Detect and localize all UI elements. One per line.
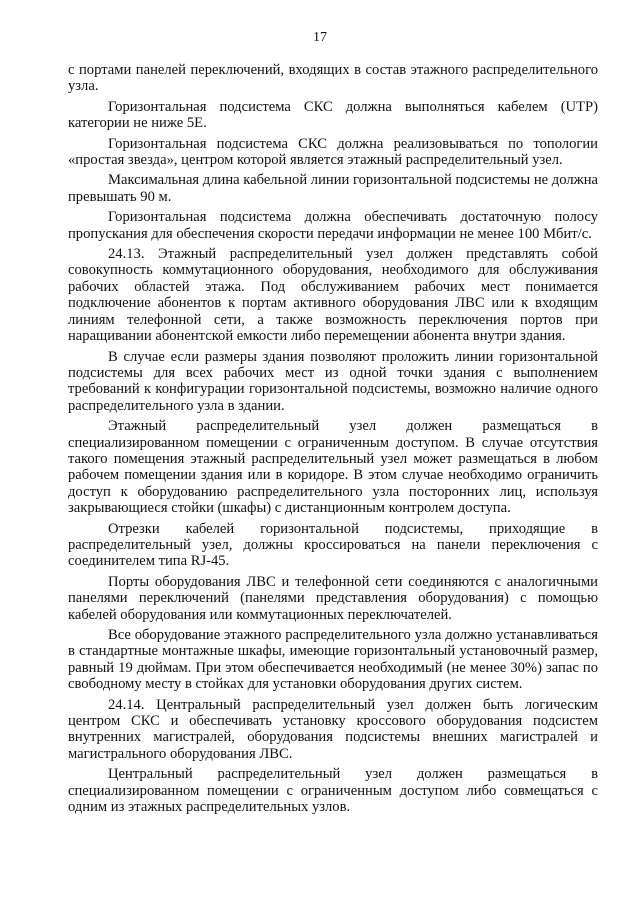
paragraph-9: Отрезки кабелей горизонтальной подсистемы, приходящие в распределительный узел, должны кроссироваться на панели переключения с соединителем типа RJ-45.	[68, 520, 598, 570]
paragraph-2: Горизонтальная подсистема СКС должна выполняться кабелем (UTP) категории не ниже 5Е.	[68, 98, 598, 132]
paragraph-1: с портами панелей переключений, входящих в состав этажного распределительного узла.	[68, 62, 598, 95]
paragraph-7: В случае если размеры здания позволяют проложить линии горизонтальной подсистемы для всех рабочих мест из одной точки здания с выполнением требований к конфигурации горизонтальной подсистемы, возможно наличие одного распределительного узла в здании.	[68, 348, 598, 414]
paragraph-5: Горизонтальная подсистема должна обеспечивать достаточную полосу пропускания для обеспечения скорости передачи информации не менее 100 Мбит/с.	[68, 209, 598, 242]
paragraph-8: Этажный распределительный узел должен размещаться в специализированном помещении с ограниченным доступом. В случае отсутствия такого помещения этажный распределительный узел может размещаться в любом рабочем помещении здания или в коридоре. В этом случае необходимо ограничить доступ к оборудованию распределительного узла посторонних лиц, используя закрывающиеся стойки (шкафы) с дистанционным контролем доступа.	[68, 418, 598, 517]
paragraph-4: Максимальная длина кабельной линии горизонтальной подсистемы не должна превышать 90 м.	[68, 172, 598, 205]
paragraph-13: Центральный распределительный узел должен размещаться в специализированном помещении с ограниченным доступом либо совмещаться с одним из этажных распределительных узлов.	[68, 766, 598, 816]
document-body	[68, 62, 598, 815]
paragraph-11: Все оборудование этажного распределительного узла должно устанавливаться в стандартные монтажные шкафы, имеющие горизонтальный установочный размер, равный 19 дюймам. При этом обеспечивается необходимый (не менее 30%) запас по свободному месту в стойках для установки оборудования других систем.	[68, 627, 598, 693]
page-number: 17	[313, 30, 327, 45]
paragraph-6: 24.13. Этажный распределительный узел должен представлять собой совокупность коммутационного оборудования, необходимого для обслуживания рабочих областей этажа. Под обслуживанием рабочих мест понимается подключение абонентов к портам активного оборудования ЛВС или к входящим линиям телефонной сети, а также возможность переключения портов при наращивании абонентской емкости либо перемещении абонента внутри здания.	[68, 246, 598, 345]
paragraph-12: 24.14. Центральный распределительный узел должен быть логическим центром СКС и обеспечивать установку кроссового оборудования подсистем внутренних магистралей, оборудования подсистемы внешних магистралей и магистрального оборудования ЛВС.	[68, 696, 598, 762]
paragraph-10: Порты оборудования ЛВС и телефонной сети соединяются с аналогичными панелями переключений (панелями представления оборудования) с помощью кабелей оборудования или коммутационных переключателей.	[68, 573, 598, 623]
paragraph-3: Горизонтальная подсистема СКС должна реализовываться по топологии «простая звезда», центром которой является этажный распределительный узел.	[68, 135, 598, 169]
